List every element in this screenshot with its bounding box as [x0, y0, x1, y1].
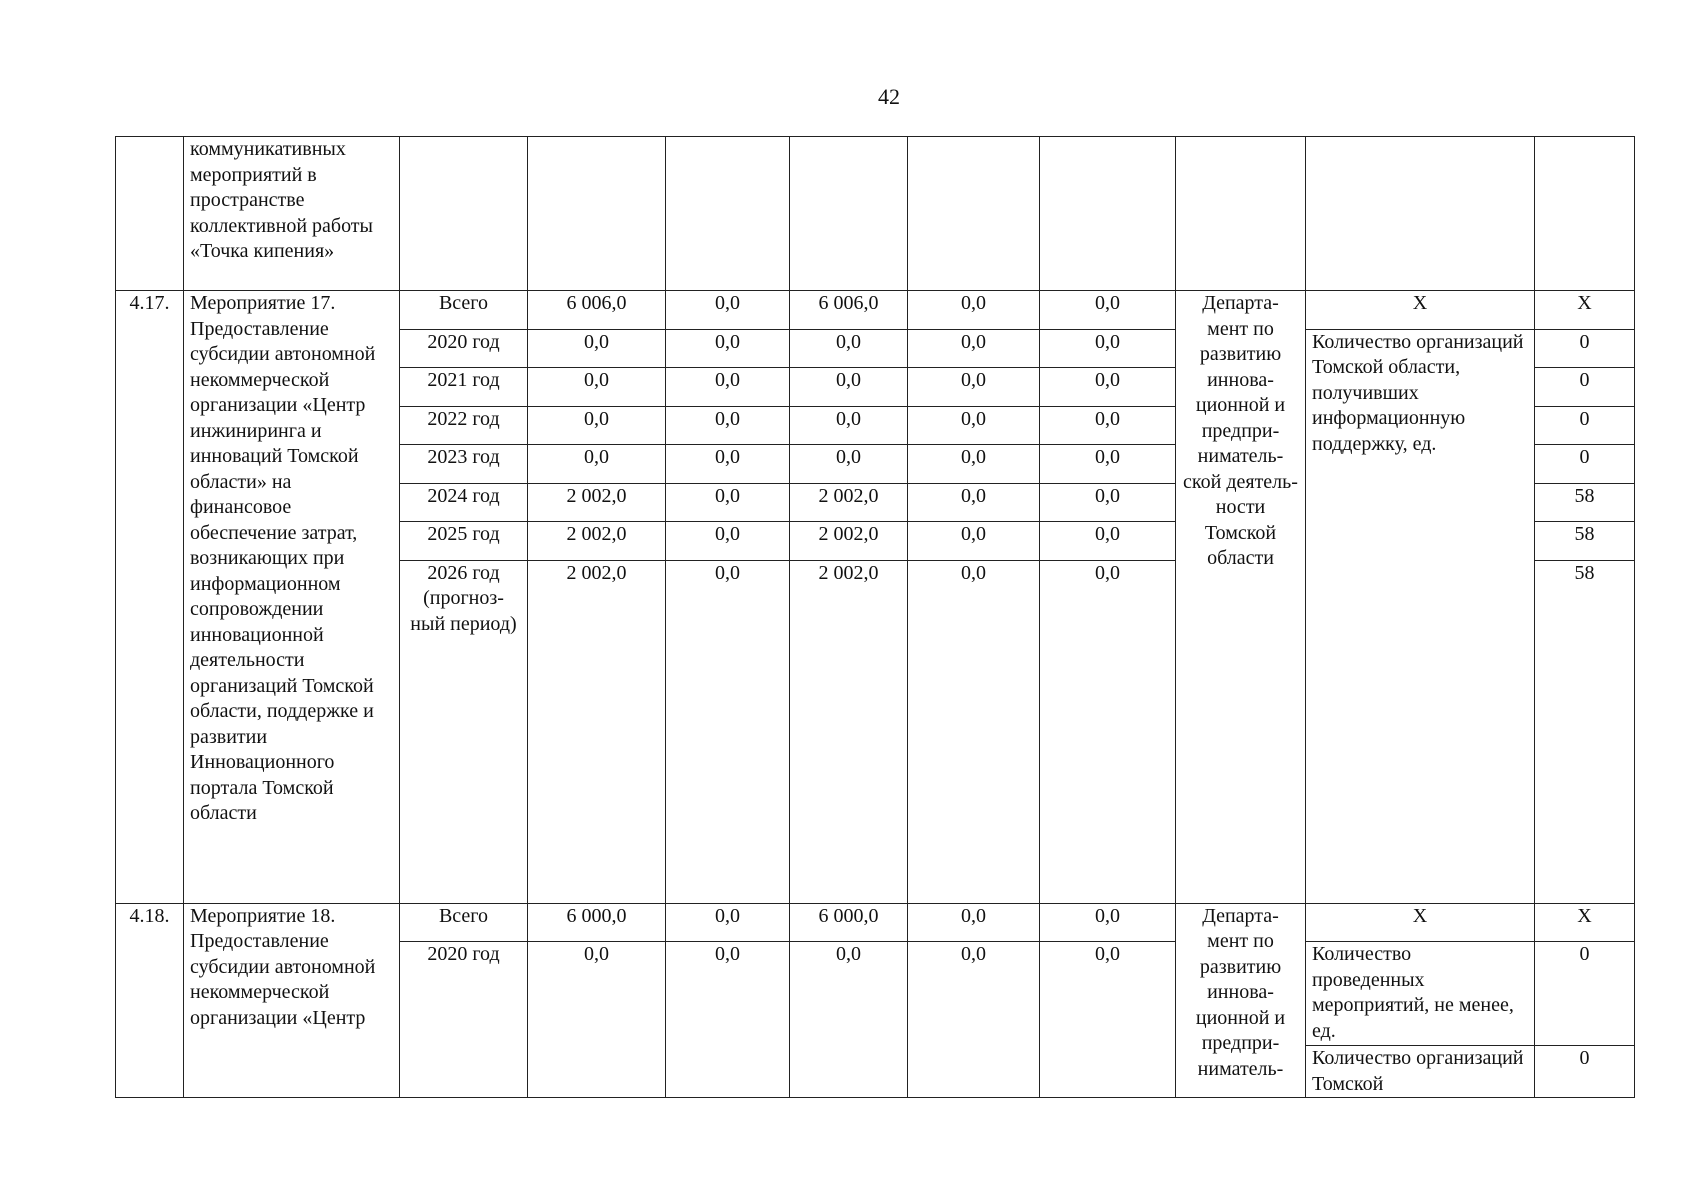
value-local: 0,0: [908, 560, 1040, 903]
value-federal: 0,0: [666, 903, 790, 942]
target-cell: 0: [1535, 368, 1635, 407]
value-total: 2 002,0: [528, 560, 666, 903]
value-other: 0,0: [1040, 560, 1176, 903]
target-cell: 0: [1535, 329, 1635, 368]
value-regional: 0,0: [790, 368, 908, 407]
value-other: 0,0: [1040, 445, 1176, 484]
indicator-cell: Количество организаций Томской: [1306, 1046, 1535, 1098]
value-other: 0,0: [1040, 522, 1176, 561]
table-row: [116, 903, 1635, 942]
value-regional: 0,0: [790, 942, 908, 1098]
activity-name-cell: коммуникативных мероприятий в пространстве коллективной работы «Точка кипения»: [184, 137, 400, 291]
period-cell: Всего: [400, 903, 528, 942]
value-total: 0,0: [528, 406, 666, 445]
value-total: 0,0: [528, 368, 666, 407]
value-federal: 0,0: [666, 522, 790, 561]
value-total: 0,0: [528, 329, 666, 368]
value-other: 0,0: [1040, 368, 1176, 407]
target-cell: 0: [1535, 1046, 1635, 1098]
value-federal: 0,0: [666, 368, 790, 407]
value-local: 0,0: [908, 291, 1040, 330]
value-regional: 0,0: [790, 445, 908, 484]
activity-name: Мероприятие 18. Предоставление субсидии автономной некоммерческой организации «Центр: [184, 903, 400, 1098]
value-other: 0,0: [1040, 329, 1176, 368]
value-local: 0,0: [908, 368, 1040, 407]
value-local: 0,0: [908, 483, 1040, 522]
indicator-cell: Х: [1306, 291, 1535, 330]
value-local: 0,0: [908, 406, 1040, 445]
period-cell: 2024 год: [400, 483, 528, 522]
value-total: 0,0: [528, 942, 666, 1098]
value-regional: 6 006,0: [790, 291, 908, 330]
value-regional: 0,0: [790, 329, 908, 368]
value-total: 6 000,0: [528, 903, 666, 942]
period-cell: 2025 год: [400, 522, 528, 561]
value-regional: 2 002,0: [790, 483, 908, 522]
program-activities-table: [115, 136, 1635, 1098]
value-federal: 0,0: [666, 942, 790, 1098]
value-local: 0,0: [908, 445, 1040, 484]
value-federal: 0,0: [666, 445, 790, 484]
activity-name: Мероприятие 17. Предоставление субсидии автономной некоммерческой организации «Центр инжиниринга и инноваций Томской области» на финансовое обеспечение затрат, возникающих при информационном сопровождении инновационной деятельности организаций Томской области, поддержке и развитии Инновационного портала Томской области: [184, 291, 400, 904]
target-cell: Х: [1535, 291, 1635, 330]
value-federal: 0,0: [666, 560, 790, 903]
target-cell: Х: [1535, 903, 1635, 942]
value-regional: 6 000,0: [790, 903, 908, 942]
num-cell: [116, 137, 184, 291]
responsible-department: Департа-мент по развитию иннова-ционной и предпри-ниматель-ской деятель-ности Томской области: [1176, 291, 1306, 904]
indicator-cell: Х: [1306, 903, 1535, 942]
value-other: 0,0: [1040, 483, 1176, 522]
period-cell: Всего: [400, 291, 528, 330]
indicator-cell: Количество проведенных мероприятий, не менее, ед.: [1306, 942, 1535, 1046]
target-cell: 58: [1535, 560, 1635, 903]
value-federal: 0,0: [666, 291, 790, 330]
value-federal: 0,0: [666, 483, 790, 522]
value-regional: 2 002,0: [790, 522, 908, 561]
value-other: 0,0: [1040, 406, 1176, 445]
page-number: 42: [878, 84, 900, 109]
period-cell: 2020 год: [400, 329, 528, 368]
value-local: 0,0: [908, 522, 1040, 561]
indicator-cell: Количество организаций Томской области, получивших информационную поддержку, ед.: [1306, 329, 1535, 903]
period-cell: 2026 год (прогноз-ный период): [400, 560, 528, 903]
value-local: 0,0: [908, 903, 1040, 942]
table-row: [116, 291, 1635, 330]
value-total: 2 002,0: [528, 483, 666, 522]
target-cell: 0: [1535, 445, 1635, 484]
value-federal: 0,0: [666, 329, 790, 368]
value-regional: 0,0: [790, 406, 908, 445]
target-cell: 58: [1535, 522, 1635, 561]
target-cell: 0: [1535, 406, 1635, 445]
period-cell: 2023 год: [400, 445, 528, 484]
continuation-row: [116, 137, 1635, 291]
target-cell: 0: [1535, 942, 1635, 1046]
value-total: 6 006,0: [528, 291, 666, 330]
value-other: 0,0: [1040, 903, 1176, 942]
value-local: 0,0: [908, 329, 1040, 368]
target-cell: 58: [1535, 483, 1635, 522]
activity-number: 4.18.: [116, 903, 184, 1098]
value-local: 0,0: [908, 942, 1040, 1098]
period-cell: 2021 год: [400, 368, 528, 407]
period-cell: 2022 год: [400, 406, 528, 445]
value-regional: 2 002,0: [790, 560, 908, 903]
value-total: 0,0: [528, 445, 666, 484]
responsible-department: Департа-мент по развитию иннова-ционной и предпри-ниматель-: [1176, 903, 1306, 1098]
activity-number: 4.17.: [116, 291, 184, 904]
value-federal: 0,0: [666, 406, 790, 445]
period-cell: 2020 год: [400, 942, 528, 1098]
value-other: 0,0: [1040, 942, 1176, 1098]
value-total: 2 002,0: [528, 522, 666, 561]
value-other: 0,0: [1040, 291, 1176, 330]
